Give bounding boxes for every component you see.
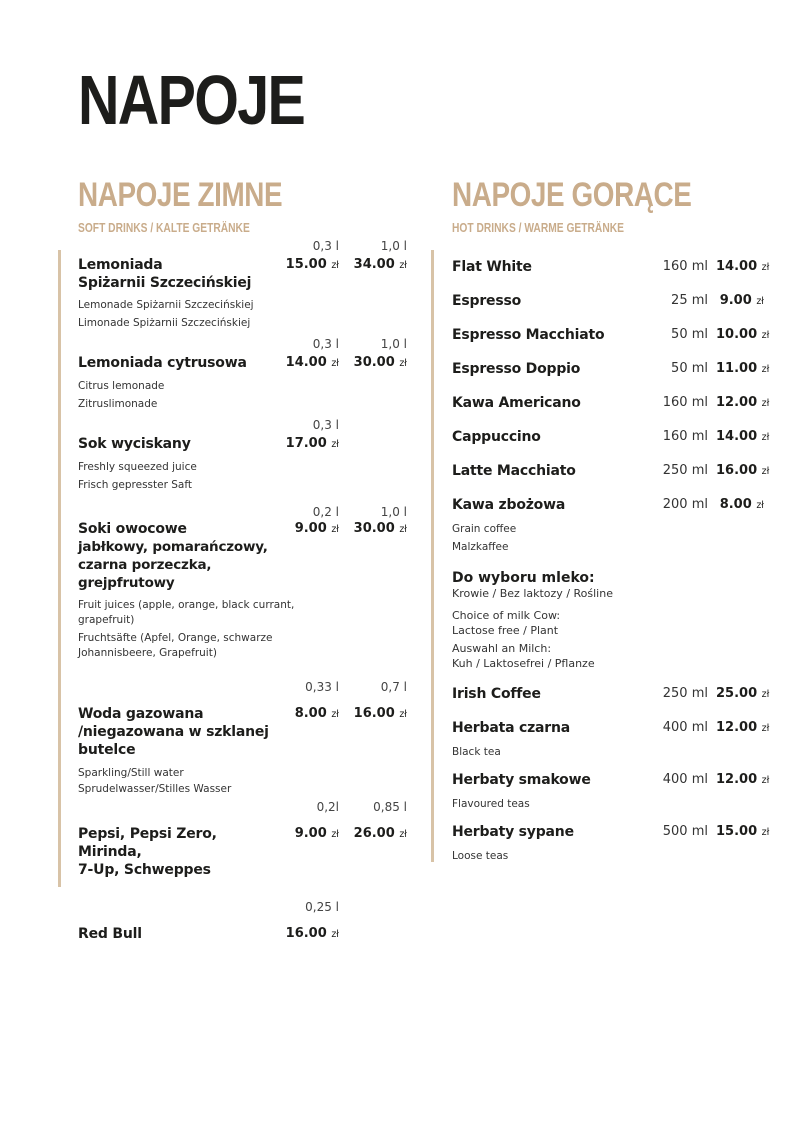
item-name-line2: 7-Up, Schweppes bbox=[78, 862, 211, 878]
list-item bbox=[452, 771, 770, 813]
item-volume: 250 ml bbox=[662, 686, 708, 701]
item-name: Kawa zbożowa bbox=[452, 497, 566, 513]
hot-drinks-list bbox=[452, 258, 770, 865]
item-name: Lemoniada cytrusowa bbox=[78, 355, 247, 371]
item-name: Soki owocowe bbox=[78, 521, 187, 537]
list-item bbox=[452, 394, 770, 413]
item-price: 12.00 zł bbox=[716, 720, 770, 735]
item-price: 8.00 zł bbox=[294, 706, 339, 721]
item-volume: 50 ml bbox=[671, 361, 708, 376]
item-desc: Flavoured teas bbox=[452, 798, 530, 810]
item-desc: grapefruit) bbox=[78, 614, 135, 626]
milk-desc-en: Lactose free / Plant bbox=[452, 624, 559, 637]
item-price: 25.00 zł bbox=[716, 686, 770, 701]
item-volume: 250 ml bbox=[662, 463, 708, 478]
item-desc: Freshly squeezed juice bbox=[78, 461, 197, 473]
item-name-line2: Spiżarnii Szczecińskiej bbox=[78, 275, 252, 291]
item-price: 8.00 zł bbox=[719, 497, 764, 512]
item-name: Woda gazowana bbox=[78, 706, 204, 722]
item-name: Herbaty smakowe bbox=[452, 772, 591, 788]
list-item bbox=[78, 677, 413, 797]
item-price: 10.00 zł bbox=[716, 327, 770, 342]
item-volume: 50 ml bbox=[671, 327, 708, 342]
item-name: Espresso Doppio bbox=[452, 361, 581, 377]
item-name: Irish Coffee bbox=[452, 686, 541, 702]
item-price: 26.00 zł bbox=[353, 826, 407, 841]
list-item bbox=[452, 292, 764, 311]
list-item bbox=[452, 823, 770, 865]
item-price: 30.00 zł bbox=[353, 521, 407, 536]
item-price: 11.00 zł bbox=[716, 361, 770, 376]
milk-options: Krowie / Bez laktozy / Roślinе bbox=[452, 587, 613, 600]
item-name: Lemoniada bbox=[78, 257, 163, 273]
milk-desc-de: Kuh / Laktosefrei / Pflanze bbox=[452, 657, 595, 670]
item-desc: Citrus lemonade bbox=[78, 380, 165, 392]
list-item bbox=[452, 428, 770, 447]
item-price: 14.00 zł bbox=[716, 259, 770, 274]
item-volume: 160 ml bbox=[662, 429, 708, 444]
item-name-line2: /niegazowana w szklanej bbox=[78, 724, 269, 740]
size-label: 0,3 l bbox=[312, 239, 339, 253]
item-price: 16.00 zł bbox=[716, 463, 770, 478]
cold-accent-bar bbox=[58, 250, 61, 887]
item-volume: 160 ml bbox=[662, 395, 708, 410]
item-subname: czarna porzeczka, grejpfrutowy bbox=[78, 557, 212, 591]
list-item bbox=[78, 236, 413, 332]
item-name: Herbata czarna bbox=[452, 720, 571, 736]
item-price: 17.00 zł bbox=[285, 436, 339, 451]
list-item bbox=[452, 326, 770, 345]
item-desc: Frisch gepresster Saft bbox=[78, 479, 192, 491]
list-item bbox=[452, 360, 770, 379]
item-desc: Johannisbeere, Grapefruit) bbox=[78, 647, 217, 659]
item-volume: 200 ml bbox=[662, 497, 708, 512]
milk-desc-de: Auswahl an Milch: bbox=[452, 642, 552, 655]
size-label: 0,25 l bbox=[305, 900, 339, 914]
cold-section-subtitle: SOFT DRINKS / KALTE GETRÄNKE bbox=[78, 221, 250, 235]
item-name: Pepsi, Pepsi Zero, Mirinda, bbox=[78, 826, 217, 860]
list-item bbox=[78, 334, 413, 413]
item-name: Herbaty sypane bbox=[452, 824, 574, 840]
item-desc: Black tea bbox=[452, 746, 501, 758]
item-desc: Sprudelwasser/Stilles Wasser bbox=[78, 783, 232, 795]
item-subname: jabłkowy, pomarańczowy, bbox=[78, 539, 268, 555]
item-volume: 160 ml bbox=[662, 259, 708, 274]
item-name: Espresso bbox=[452, 293, 522, 309]
page-title: NAPOJE bbox=[78, 61, 305, 139]
milk-title: Do wyboru mleko: bbox=[452, 570, 595, 586]
hot-accent-bar bbox=[431, 250, 434, 862]
item-price: 16.00 zł bbox=[353, 706, 407, 721]
list-item bbox=[78, 504, 413, 661]
item-price: 14.00 zł bbox=[716, 429, 770, 444]
size-label: 1,0 l bbox=[380, 337, 407, 351]
item-price: 15.00 zł bbox=[716, 824, 770, 839]
item-volume: 500 ml bbox=[662, 824, 708, 839]
milk-choice bbox=[452, 569, 764, 671]
list-item bbox=[452, 462, 770, 481]
list-item bbox=[452, 719, 770, 761]
item-price: 15.00 zł bbox=[285, 257, 339, 272]
list-item bbox=[452, 685, 770, 704]
item-name: Sok wyciskany bbox=[78, 436, 191, 452]
size-label: 1,0 l bbox=[380, 239, 407, 253]
size-label: 0,3 l bbox=[312, 418, 339, 432]
item-desc: Malzkaffee bbox=[452, 541, 509, 553]
size-label: 1,0 l bbox=[380, 505, 407, 519]
item-price: 9.00 zł bbox=[294, 826, 339, 841]
item-price: 14.00 zł bbox=[285, 355, 339, 370]
size-label: 0,2l bbox=[316, 800, 339, 814]
item-desc: Fruchtsäfte (Apfel, Orange, schwarze bbox=[78, 632, 273, 644]
item-desc: Loose teas bbox=[452, 850, 509, 862]
item-volume: 400 ml bbox=[662, 720, 708, 735]
item-price: 30.00 zł bbox=[353, 355, 407, 370]
item-name: Kawa Americano bbox=[452, 395, 581, 411]
size-label: 0,3 l bbox=[312, 337, 339, 351]
cold-drinks-list bbox=[78, 236, 413, 944]
list-item bbox=[452, 258, 770, 277]
size-label: 0,2 l bbox=[312, 505, 339, 519]
list-item bbox=[452, 496, 764, 556]
item-price: 12.00 zł bbox=[716, 772, 770, 787]
hot-section-title: NAPOJE GORĄCE bbox=[452, 176, 692, 214]
item-name: Red Bull bbox=[78, 926, 142, 942]
item-name-line3: butelce bbox=[78, 742, 136, 758]
item-desc: Grain coffee bbox=[452, 523, 517, 535]
item-price: 12.00 zł bbox=[716, 395, 770, 410]
size-label: 0,7 l bbox=[380, 680, 407, 694]
item-desc: Sparkling/Still water bbox=[78, 767, 184, 779]
item-volume: 400 ml bbox=[662, 772, 708, 787]
item-name: Espresso Macchiato bbox=[452, 327, 605, 343]
item-price: 9.00 zł bbox=[294, 521, 339, 536]
hot-section-subtitle: HOT DRINKS / WARME GETRÄNKE bbox=[452, 221, 624, 235]
item-desc: Fruit juices (apple, orange, black currant, bbox=[78, 599, 295, 611]
item-name: Flat White bbox=[452, 259, 532, 275]
item-price: 16.00 zł bbox=[285, 926, 339, 941]
milk-desc-en: Choice of milk Cow: bbox=[452, 609, 561, 622]
cold-section-title: NAPOJE ZIMNE bbox=[78, 176, 283, 214]
item-desc: Lemonade Spiżarnii Szczecińskiej bbox=[78, 299, 254, 311]
item-price: 34.00 zł bbox=[353, 257, 407, 272]
item-volume: 25 ml bbox=[671, 293, 708, 308]
item-desc: Limonade Spiżarnii Szczecińskiej bbox=[78, 317, 251, 329]
size-label: 0,33 l bbox=[305, 680, 339, 694]
item-price: 9.00 zł bbox=[719, 293, 764, 308]
list-item bbox=[78, 415, 413, 494]
item-name: Latte Macchiato bbox=[452, 463, 576, 479]
list-item bbox=[78, 897, 413, 944]
item-desc: Zitruslimonade bbox=[78, 398, 158, 410]
item-name: Cappuccino bbox=[452, 429, 541, 445]
list-item bbox=[78, 797, 413, 879]
size-label: 0,85 l bbox=[373, 800, 407, 814]
